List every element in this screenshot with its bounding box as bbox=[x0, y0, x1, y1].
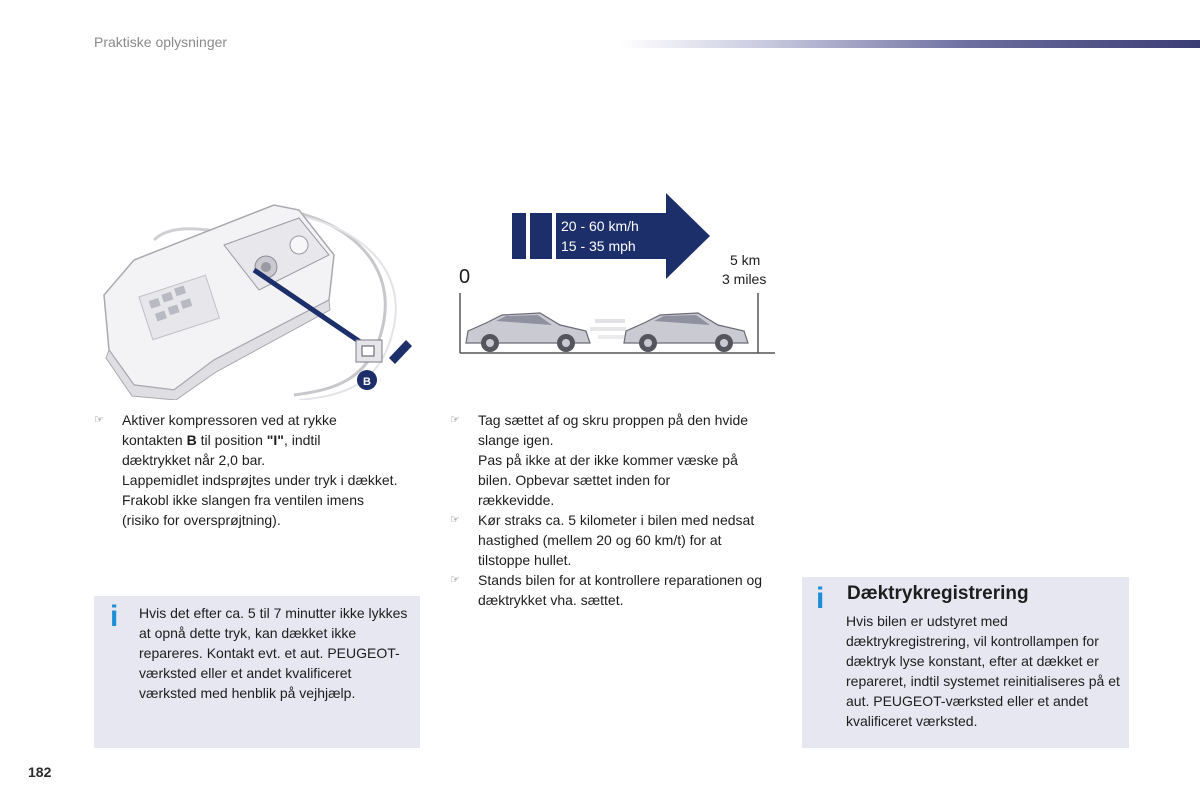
info-icon: i bbox=[110, 600, 119, 633]
header-gradient-bar bbox=[620, 40, 1200, 48]
pointing-hand-icon: ☞ bbox=[450, 574, 460, 586]
distance-km-label: 5 km bbox=[730, 252, 761, 268]
info-text: Hvis det efter ca. 5 til 7 minutter ikke lykkes at opnå dette tryk, kan dækket ikke repareres. Kontakt evt. et aut. PEUGEOT-værksted eller et andet kvalificeret værksted med henblik på vejhjælp. bbox=[139, 605, 408, 701]
info-icon: i bbox=[816, 582, 825, 615]
info-heading: Dæktrykregistrering bbox=[847, 583, 1029, 604]
middle-instructions bbox=[450, 410, 780, 610]
speed-mph-label: 15 - 35 mph bbox=[561, 238, 636, 254]
left-instructions bbox=[94, 410, 414, 530]
list-item: ☞ Tag sættet af og skru proppen på den hvide slange igen. Pas på ikke at der ikke kommer væske på bilen. Opbevar sættet inden for rækkevidde. bbox=[450, 412, 749, 508]
list-item: ☞ Kør straks ca. 5 kilometer i bilen med nedsat hastighed (mellem 20 og 60 km/t) for at tilstoppe hullet. bbox=[450, 512, 755, 568]
speed-kmh-label: 20 - 60 km/h bbox=[561, 218, 639, 234]
start-distance-label: 0 bbox=[459, 266, 471, 288]
callout-b-label: B bbox=[363, 376, 371, 388]
pointing-hand-icon: ☞ bbox=[94, 414, 104, 426]
list-item: ☞ Stands bilen for at kontrollere reparationen og dæktrykket vha. sættet. bbox=[450, 572, 763, 608]
car-start bbox=[466, 313, 590, 352]
instruction-note: Lappemidlet indsprøjtes under tryk i dækket. Frakobl ikke slangen fra ventilen imens (risiko for oversprøjtning). bbox=[122, 472, 398, 528]
list-item bbox=[94, 410, 414, 530]
instruction-text: Aktiver kompressoren ved at rykke kontakten B til position "I", indtil dæktrykket når 2,0 bar. bbox=[122, 412, 337, 468]
info-box-pressure bbox=[94, 596, 420, 748]
drive-distance-illustration bbox=[440, 185, 785, 365]
info-box-tpms bbox=[802, 577, 1129, 748]
compressor-illustration bbox=[94, 200, 420, 400]
pointing-hand-icon: ☞ bbox=[450, 414, 460, 426]
page-number: 182 bbox=[28, 764, 52, 780]
car-end bbox=[624, 313, 748, 352]
info-text: Hvis bilen er udstyret med dæktrykregistrering, vil kontrollampen for dæktryk lyse konstant, efter at dækket er repareret, indtil systemet reinitialiseres på et aut. PEUGEOT-værksted eller et andet kvalificeret værksted. bbox=[846, 613, 1120, 729]
section-title: Praktiske oplysninger bbox=[94, 34, 228, 50]
pointing-hand-icon: ☞ bbox=[450, 514, 460, 526]
distance-miles-label: 3 miles bbox=[722, 271, 767, 287]
